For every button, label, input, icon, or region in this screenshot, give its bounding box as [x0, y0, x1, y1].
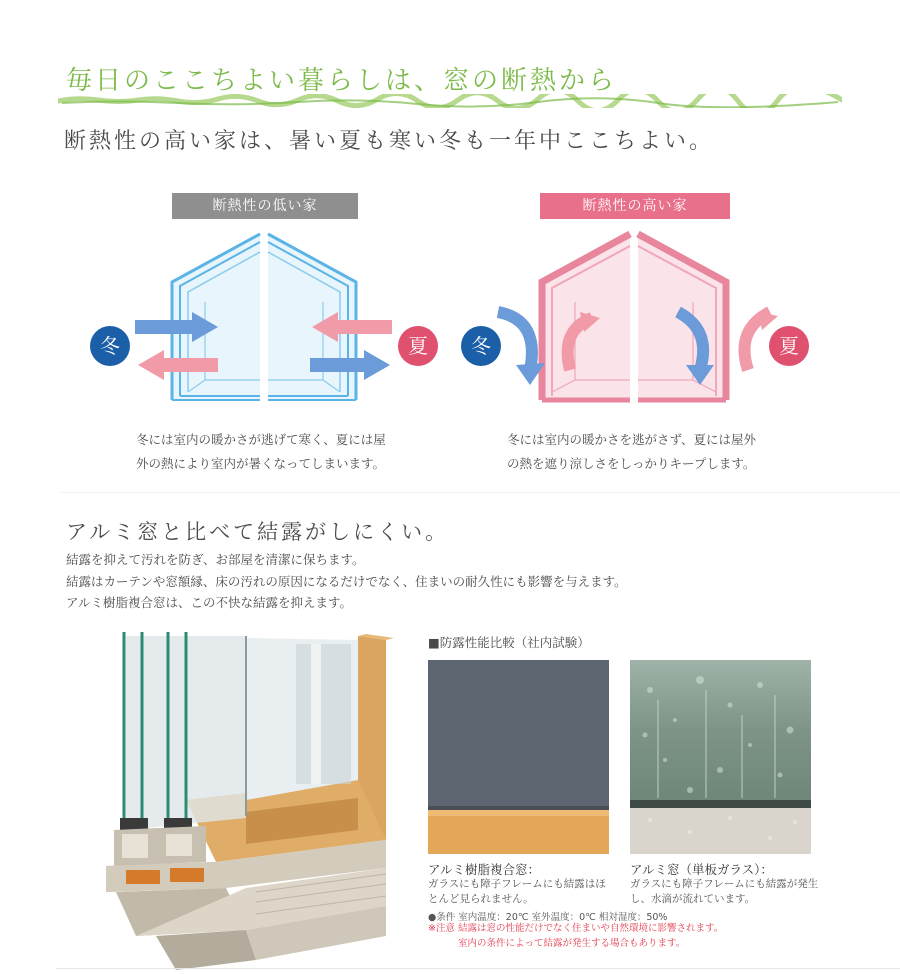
summer-badge-right [769, 326, 809, 366]
composite-window-desc: ガラスにも障子フレームにも結露はほとんど見られません。 [428, 878, 606, 905]
winter-badge-left [90, 326, 130, 366]
caption-line: 冬には室内の暖かさを逃がさず、夏には屋外 [507, 432, 757, 447]
section-divider [60, 492, 900, 493]
composite-window-title: アルミ樹脂複合窓： [428, 862, 541, 877]
condensation-heading: アルミ窓と比べて結露がしにくい。 [66, 520, 450, 544]
winter-label: 冬 [471, 334, 491, 358]
page-title: 毎日のここちよい暮らしは、窓の断熱から [66, 66, 618, 96]
warning-note-2: 室内の条件によって結露が発生する場合もあります。 [458, 938, 686, 949]
warning-note: ※注意 結露は窓の性能だけでなく住まいや自然環境に影響されます。 [428, 923, 724, 934]
summer-badge-left [398, 326, 438, 366]
test-conditions-note: ●条件 室内温度：20℃ 室外温度：0℃ 相対湿度：50% [428, 912, 668, 923]
high-insulation-tag: 断熱性の高い家 [540, 193, 730, 219]
low-insulation-caption [136, 428, 386, 476]
high-insulation-caption [507, 428, 756, 476]
insulation-diagram [0, 220, 900, 420]
caption-line: 冬には室内の暖かさが逃げて寒く、夏には屋 [136, 432, 386, 447]
composite-window-photo [428, 660, 609, 854]
summer-label: 夏 [408, 334, 428, 358]
winter-label: 冬 [100, 334, 120, 358]
window-cross-section-image [96, 630, 396, 970]
low-insulation-tag: 断熱性の低い家 [172, 193, 358, 219]
summer-label: 夏 [779, 334, 799, 358]
caption-line: 外の熱により室内が暑くなってしまいます。 [136, 456, 386, 471]
test-heading: ■防露性能比較（社内試験） [428, 635, 590, 650]
section-subtitle: 断熱性の高い家は、暑い夏も寒い冬も一年中ここちよい。 [64, 129, 715, 154]
condensation-body [66, 549, 627, 614]
winter-badge-right [461, 326, 501, 366]
aluminum-window-photo [630, 660, 811, 854]
body-line: 結露はカーテンや窓額縁、床の汚れの原因になるだけでなく、住まいの耐久性にも影響を与えます。 [66, 573, 627, 589]
aluminum-window-title: アルミ窓（単板ガラス）： [630, 862, 773, 877]
caption-line: の熱を遮り涼しさをしっかりキープします。 [507, 456, 756, 471]
bottom-divider [56, 968, 900, 969]
body-line: アルミ樹脂複合窓は、この不快な結露を抑えます。 [66, 595, 353, 610]
title-underline [58, 94, 842, 108]
aluminum-window-desc: ガラスにも障子フレームにも結露が発生し、水滴が流れています。 [630, 878, 819, 905]
body-line: 結露を抑えて汚れを防ぎ、お部屋を清潔に保ちます。 [66, 552, 365, 567]
